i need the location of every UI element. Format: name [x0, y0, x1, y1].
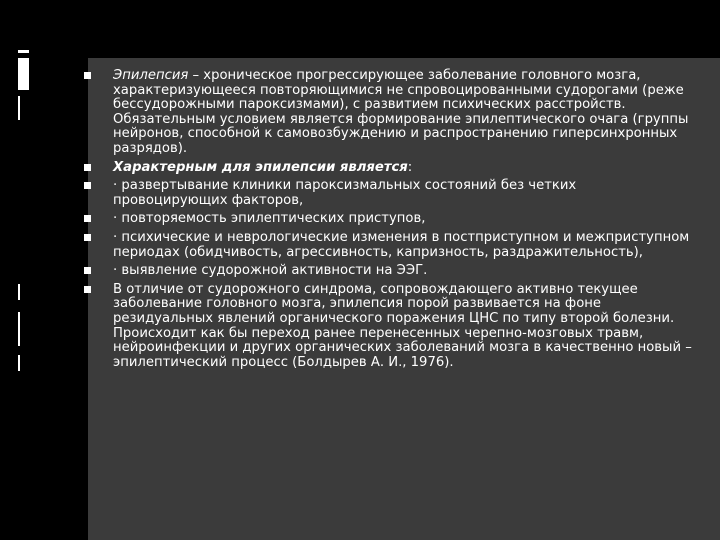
- list-item: [84, 264, 694, 279]
- heading-colon: :: [407, 159, 413, 175]
- square-bullet-icon: [84, 286, 91, 293]
- deco-bar-4: [18, 284, 20, 300]
- deco-bar-5: [18, 312, 20, 346]
- list-item-text: · развертывание клиники пароксизмальных состояний без четких провоцирующих факторов,: [113, 178, 577, 208]
- list-item: [84, 179, 694, 208]
- list-item-characteristic-heading: [84, 161, 694, 176]
- definition-text: – хроническое прогрессирующее заболевание головного мозга, характеризующееся повторяющимися не спровоцированными судорогами (реже бессудорожными пароксизмами), с развитием психических расстройств. Обязательным условием является формирование эпилептического очага (группы нейронов, способной к самовозбуждению и распространению гиперсинхронных разрядов).: [113, 68, 689, 156]
- square-bullet-icon: [84, 267, 91, 274]
- characteristic-heading: Характерным для эпилепсии является: [113, 159, 408, 175]
- term-epilepsy: Эпилепсия: [113, 68, 189, 83]
- list-item: [84, 231, 694, 260]
- bullet-list: [84, 69, 694, 374]
- square-bullet-icon: [84, 164, 91, 171]
- deco-bar-1: [18, 50, 29, 53]
- list-item-text: · выявление судорожной активности на ЭЭГ.: [113, 263, 428, 279]
- list-item-text: · психические и неврологические изменения в постприступном и межприступном периодах (обидчивость, агрессивность, капризность, раздражительность),: [113, 229, 690, 260]
- top-decor-panel: [0, 0, 720, 58]
- list-item: [84, 212, 694, 227]
- list-item-text: · повторяемость эпилептических приступов,: [113, 211, 426, 227]
- deco-bar-6: [18, 355, 20, 371]
- list-item-summary: [84, 283, 694, 371]
- list-item-definition: [84, 69, 694, 157]
- square-bullet-icon: [84, 234, 91, 241]
- deco-bar-3: [18, 96, 20, 120]
- square-bullet-icon: [84, 182, 91, 189]
- deco-bar-2: [18, 58, 29, 90]
- left-decor-panel: [0, 0, 88, 540]
- square-bullet-icon: [84, 215, 91, 222]
- summary-text: В отличие от судорожного синдрома, сопровождающего активно текущее заболевание головного мозга, эпилепсия порой развивается на фоне резидуальных явлений органического поражения ЦНС по типу второй болезни. Происходит как бы переход ранее перенесенных черепно-мозговых травм, нейроинфекции и других органических заболеваний мозга в качественно новый – эпилептический процесс (Болдырев А. И., 1976).: [113, 281, 692, 370]
- square-bullet-icon: [84, 72, 91, 79]
